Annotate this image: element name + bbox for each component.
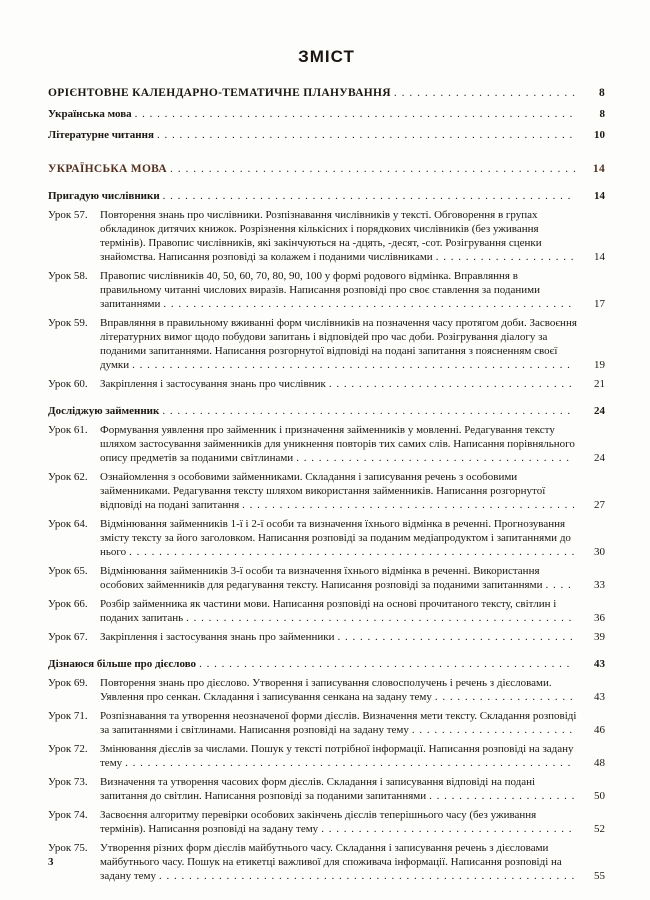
toc-page-number: 52: [594, 823, 605, 835]
lesson-description: Повторення знань про числівники. Розпізнавання числівників у тексті. Обговорення в групах обкладинок дитячих книжок. Розрізнення кількісних і порядкових числівників (без уживання термінів). Правопис числівників, які закінчуються на -дцять, -десят, -сот. Розігрування сценки знайомства. Написання розповіді за колажем і поданими числівниками: [100, 209, 542, 263]
lesson-description: Ознайомлення з особовими займенниками. Складання і записування речень з особовими займенниками. Редагування тексту шляхом використання займенників. Написання розгорнутої відповіді на подані запитання: [100, 471, 546, 511]
toc-page-number: 48: [594, 757, 605, 769]
toc-lesson-row: [48, 470, 605, 512]
toc-heading-label: Українська мова: [48, 108, 132, 120]
dot-leader: . . . . . . . . . . . . . . . . . . . . . . . . . . . . . . . . . .: [321, 823, 573, 835]
toc-page-number: 33: [594, 579, 605, 591]
lesson-body: [100, 377, 605, 391]
toc-lesson-row: [48, 208, 605, 264]
dot-leader: . . . . . . . . . . . . . . . . . . . . . . . . . . . . . . . . . . . . . . . . . . . . . . . . . . . .: [186, 612, 573, 624]
toc-lesson-row: [48, 423, 605, 465]
toc-page-number: 55: [594, 870, 605, 882]
footer-page-number: 3: [48, 856, 54, 868]
toc-heading-row: [48, 86, 605, 100]
toc-lesson-row: [48, 709, 605, 737]
dot-leader: . . . . . . . . . . . . . . . . . . . . . . . . . . . . . . . . . . . . . . . . . . . . . . . . . . . . . . .: [162, 405, 572, 417]
toc-page-number: 27: [594, 499, 605, 511]
toc-page-number: 21: [594, 378, 605, 390]
dot-leader: . . . . . . . . . . . . . . . . . . . . . . . . . . . . . . . . . . . . . . . . . . . . . . . . . . . . . . . . . . .: [132, 359, 571, 371]
toc-lesson-row: [48, 630, 605, 644]
dot-leader: . . . . . . . . . . . . . . . . . . . . . . . . . . . . . . . . . . . . . . . . . . . . . . . . . . . . .: [170, 163, 577, 175]
toc-heading-label: Пригадую числівники: [48, 190, 160, 202]
toc-heading-row: [48, 162, 605, 176]
lesson-number: Урок 71.: [48, 710, 88, 722]
lesson-number: Урок 65.: [48, 565, 88, 577]
toc-heading-row: [48, 107, 605, 121]
dot-leader: . . . . . . . . . . . . . . . . . . . . . . . . . . . . . . . . . . . . . . . . . . . . . . . . . .: [199, 658, 571, 670]
lesson-body: [100, 470, 605, 512]
lesson-number: Урок 74.: [48, 809, 88, 821]
lesson-body: [100, 316, 605, 372]
toc-page-number: 8: [598, 87, 605, 99]
toc-page-number: 30: [594, 546, 605, 558]
lesson-body: [100, 841, 605, 883]
lesson-number: Урок 66.: [48, 598, 88, 610]
lesson-number: Урок 60.: [48, 378, 88, 390]
dot-leader: . . . . . . . . . . . . . . . . . . . . . . . . . . . . . . . .: [337, 631, 574, 643]
lesson-description: Закріплення і застосування знань про займенники: [100, 631, 335, 643]
lesson-number: Урок 64.: [48, 518, 88, 530]
toc-heading-row: [48, 404, 605, 418]
toc-page-number: 50: [594, 790, 605, 802]
lesson-description: Змінювання дієслів за числами. Пошук у тексті потрібної інформації. Написання розповіді на задану тему: [100, 743, 574, 769]
toc-page-number: 43: [594, 658, 605, 670]
lesson-body: [100, 775, 605, 803]
dot-leader: . . . . . . . . . . . . . . . . . . . . . . . .: [393, 87, 577, 99]
lesson-number: Урок 57.: [48, 209, 88, 221]
lesson-body: [100, 208, 605, 264]
dot-leader: . . . . . . . . . . . . . . . . . . .: [434, 691, 574, 703]
lesson-number: Урок 59.: [48, 317, 88, 329]
toc-lesson-row: [48, 316, 605, 372]
dot-leader: . . . . . . . . . . . . . . . . . . . . . . . . . . . . . . . . . . . . . . . . . . . . . . . . . . . . . . . .: [159, 870, 576, 882]
toc-lesson-row: [48, 808, 605, 836]
lesson-body: [100, 742, 605, 770]
dot-leader: . . . . . . . . . . . . . . . . . . . . . . . . . . . . . . . . . . . . . . . . . . . . . . . . . . . . . . .: [162, 190, 572, 202]
lesson-description: Визначення та утворення часових форм дієслів. Складання і записування відповіді на подані запитання до світлин. Написання розповіді за поданими запитаннями: [100, 776, 536, 802]
toc-lesson-row: [48, 377, 605, 391]
lesson-body: [100, 709, 605, 737]
toc-lesson-row: [48, 775, 605, 803]
dot-leader: . . . . . . . . . . . . . . . . . . . . . . . . . . . . . . . . . . . . . . . . . . . . . . . . . . . . . . . .: [156, 129, 574, 141]
toc-heading-row: [48, 657, 605, 671]
dot-leader: . . . . . . . . . . . . . . . . . . . . . . . . . . . . . . . . . . . . . . . . . . . . . . . . . . . . . . . . . . . .: [129, 546, 576, 558]
lesson-number: Урок 58.: [48, 270, 88, 282]
lesson-number: Урок 75.: [48, 842, 88, 854]
toc-page-number: 10: [594, 129, 605, 141]
toc-page-number: 24: [594, 452, 605, 464]
lesson-description: Правопис числівників 40, 50, 60, 70, 80, 90, 100 у формі родового відмінка. Вправляння в правильному читанні числових виразів. Написання розповіді про своє ставлення за поданими запитаннями: [100, 270, 541, 310]
toc-heading-label: Досліджую займенник: [48, 405, 160, 417]
dot-leader: . . . . . . . . . . . . . . . . . . . . . . . . . . . . . . . . . . . . . . . . . . . . . . . . . . . . . . . . . . . .: [125, 757, 572, 769]
lesson-body: [100, 676, 605, 704]
toc-lesson-row: [48, 742, 605, 770]
dot-leader: . . . . . . . . . . . . . . . . . . . . . . . . . . . . . . . . . . . . . . . . . . . . .: [242, 499, 576, 511]
dot-leader: . . . . . . . . . . . . . . . . . . .: [435, 251, 575, 263]
toc-lesson-row: [48, 564, 605, 592]
lesson-body: [100, 808, 605, 836]
toc-page-number: 14: [592, 163, 605, 175]
dot-leader: . . . . . . . . . . . . . . . . . . . . . . . . . . . . . . . . . . . . .: [296, 452, 570, 464]
toc-heading-label: ОРІЄНТОВНЕ КАЛЕНДАРНО-ТЕМАТИЧНЕ ПЛАНУВАННЯ: [48, 87, 391, 99]
lesson-number: Урок 73.: [48, 776, 88, 788]
toc-page-number: 17: [594, 298, 605, 310]
toc-page-number: 14: [594, 251, 605, 263]
lesson-description: Повторення знань про дієслово. Утворення і записування словосполучень і речень з дієсловами. Уявлення про сенкан. Складання і записування сенкана на задану тему: [100, 677, 552, 703]
lesson-description: Засвоєння алгоритму перевірки особових закінчень дієслів теперішнього часу (без уживання термінів). Написання розповіді на задану тему: [100, 809, 537, 835]
toc-page-number: 39: [594, 631, 605, 643]
toc-heading-label: УКРАЇНСЬКА МОВА: [48, 163, 168, 175]
toc-page-number: 36: [594, 612, 605, 624]
toc-lesson-row: [48, 269, 605, 311]
lesson-body: [100, 597, 605, 625]
toc-page-number: 46: [594, 724, 605, 736]
lesson-description: Формування уявлення про займенник і призначення займенників у мовленні. Редагування тексту шляхом застосування займенників для уникнення повторів тих самих слів. Написання порівняльного опису предметів за поданими світлинами: [100, 424, 575, 464]
toc-page-number: 43: [594, 691, 605, 703]
dot-leader: . . . . . . . . . . . . . . . . . . . .: [429, 790, 576, 802]
dot-leader: . . . . . . . . . . . . . . . . . . . . . . . . . . . . . . . . . . . . . . . . . . . . . . . . . . . . . . . . . . .: [134, 108, 574, 120]
toc-heading-label: Літературне читання: [48, 129, 154, 141]
toc-lesson-row: [48, 841, 605, 883]
lesson-number: Урок 69.: [48, 677, 88, 689]
lesson-description: Розпізнавання та утворення неозначеної форми дієслів. Визначення мети тексту. Складання розповіді за запитаннями і світлинами. Написання розповіді на задану тему: [100, 710, 577, 736]
lesson-description: Відмінювання займенників 1-ї і 2-ї особи та визначення їхнього відмінка в реченні. Прогнозування змісту тексту за його заголовком. Написання розповіді за поданим медіапродуктом і запитаннями до нього: [100, 518, 571, 558]
lesson-body: [100, 517, 605, 559]
lesson-number: Урок 67.: [48, 631, 88, 643]
dot-leader: . . . . . . . . . . . . . . . . . . . . . . . . . . . . . . . . .: [328, 378, 573, 390]
lesson-number: Урок 72.: [48, 743, 88, 755]
toc-heading-row: [48, 128, 605, 142]
toc-page-number: 14: [594, 190, 605, 202]
dot-leader: . . . .: [545, 579, 572, 591]
lesson-body: [100, 269, 605, 311]
toc-heading-row: [48, 189, 605, 203]
toc-page-number: 8: [599, 108, 605, 120]
toc-heading-label: Дізнаюся більше про дієслово: [48, 658, 197, 670]
lesson-description: Утворення різних форм дієслів майбутнього часу. Складання і записування речень з дієсловами майбутнього часу. Пошук на етикетці важливої для споживача інформації. Написання розповіді на задану тему: [100, 842, 562, 882]
lesson-description: Розбір займенника як частини мови. Написання розповіді на основі прочитаного тексту, світлин і поданих запитань: [100, 598, 557, 624]
dot-leader: . . . . . . . . . . . . . . . . . . . . . . . . . . . . . . . . . . . . . . . . . . . . . . . . . . . . . . .: [163, 298, 573, 310]
toc-list: [48, 86, 605, 883]
toc-lesson-row: [48, 597, 605, 625]
toc-page-number: 19: [594, 359, 605, 371]
lesson-number: Урок 62.: [48, 471, 88, 483]
toc-page-number: 24: [594, 405, 605, 417]
lesson-number: Урок 61.: [48, 424, 88, 436]
lesson-description: Вправляння в правильному вживанні форм числівників на позначення часу протягом доби. Засвоєння літературних вимог щодо побудови запитань і відповідей про час доби. Розігрування діалогу за поданими запитаннями. Написання розгорнутої відповіді на подані запитання з поясненням своєї думки: [100, 317, 577, 371]
lesson-description: Закріплення і застосування знань про числівник: [100, 378, 326, 390]
lesson-description: Відмінювання займенників 3-ї особи та визначення їхнього відмінка в реченні. Використання особових займенників для редагування тексту. Написання розповіді за поданими запитаннями: [100, 565, 543, 591]
toc-lesson-row: [48, 517, 605, 559]
lesson-body: [100, 564, 605, 592]
lesson-body: [100, 423, 605, 465]
toc-lesson-row: [48, 676, 605, 704]
lesson-body: [100, 630, 605, 644]
dot-leader: . . . . . . . . . . . . . . . . . . . . . .: [411, 724, 574, 736]
page-title: ЗМІСТ: [298, 47, 355, 66]
